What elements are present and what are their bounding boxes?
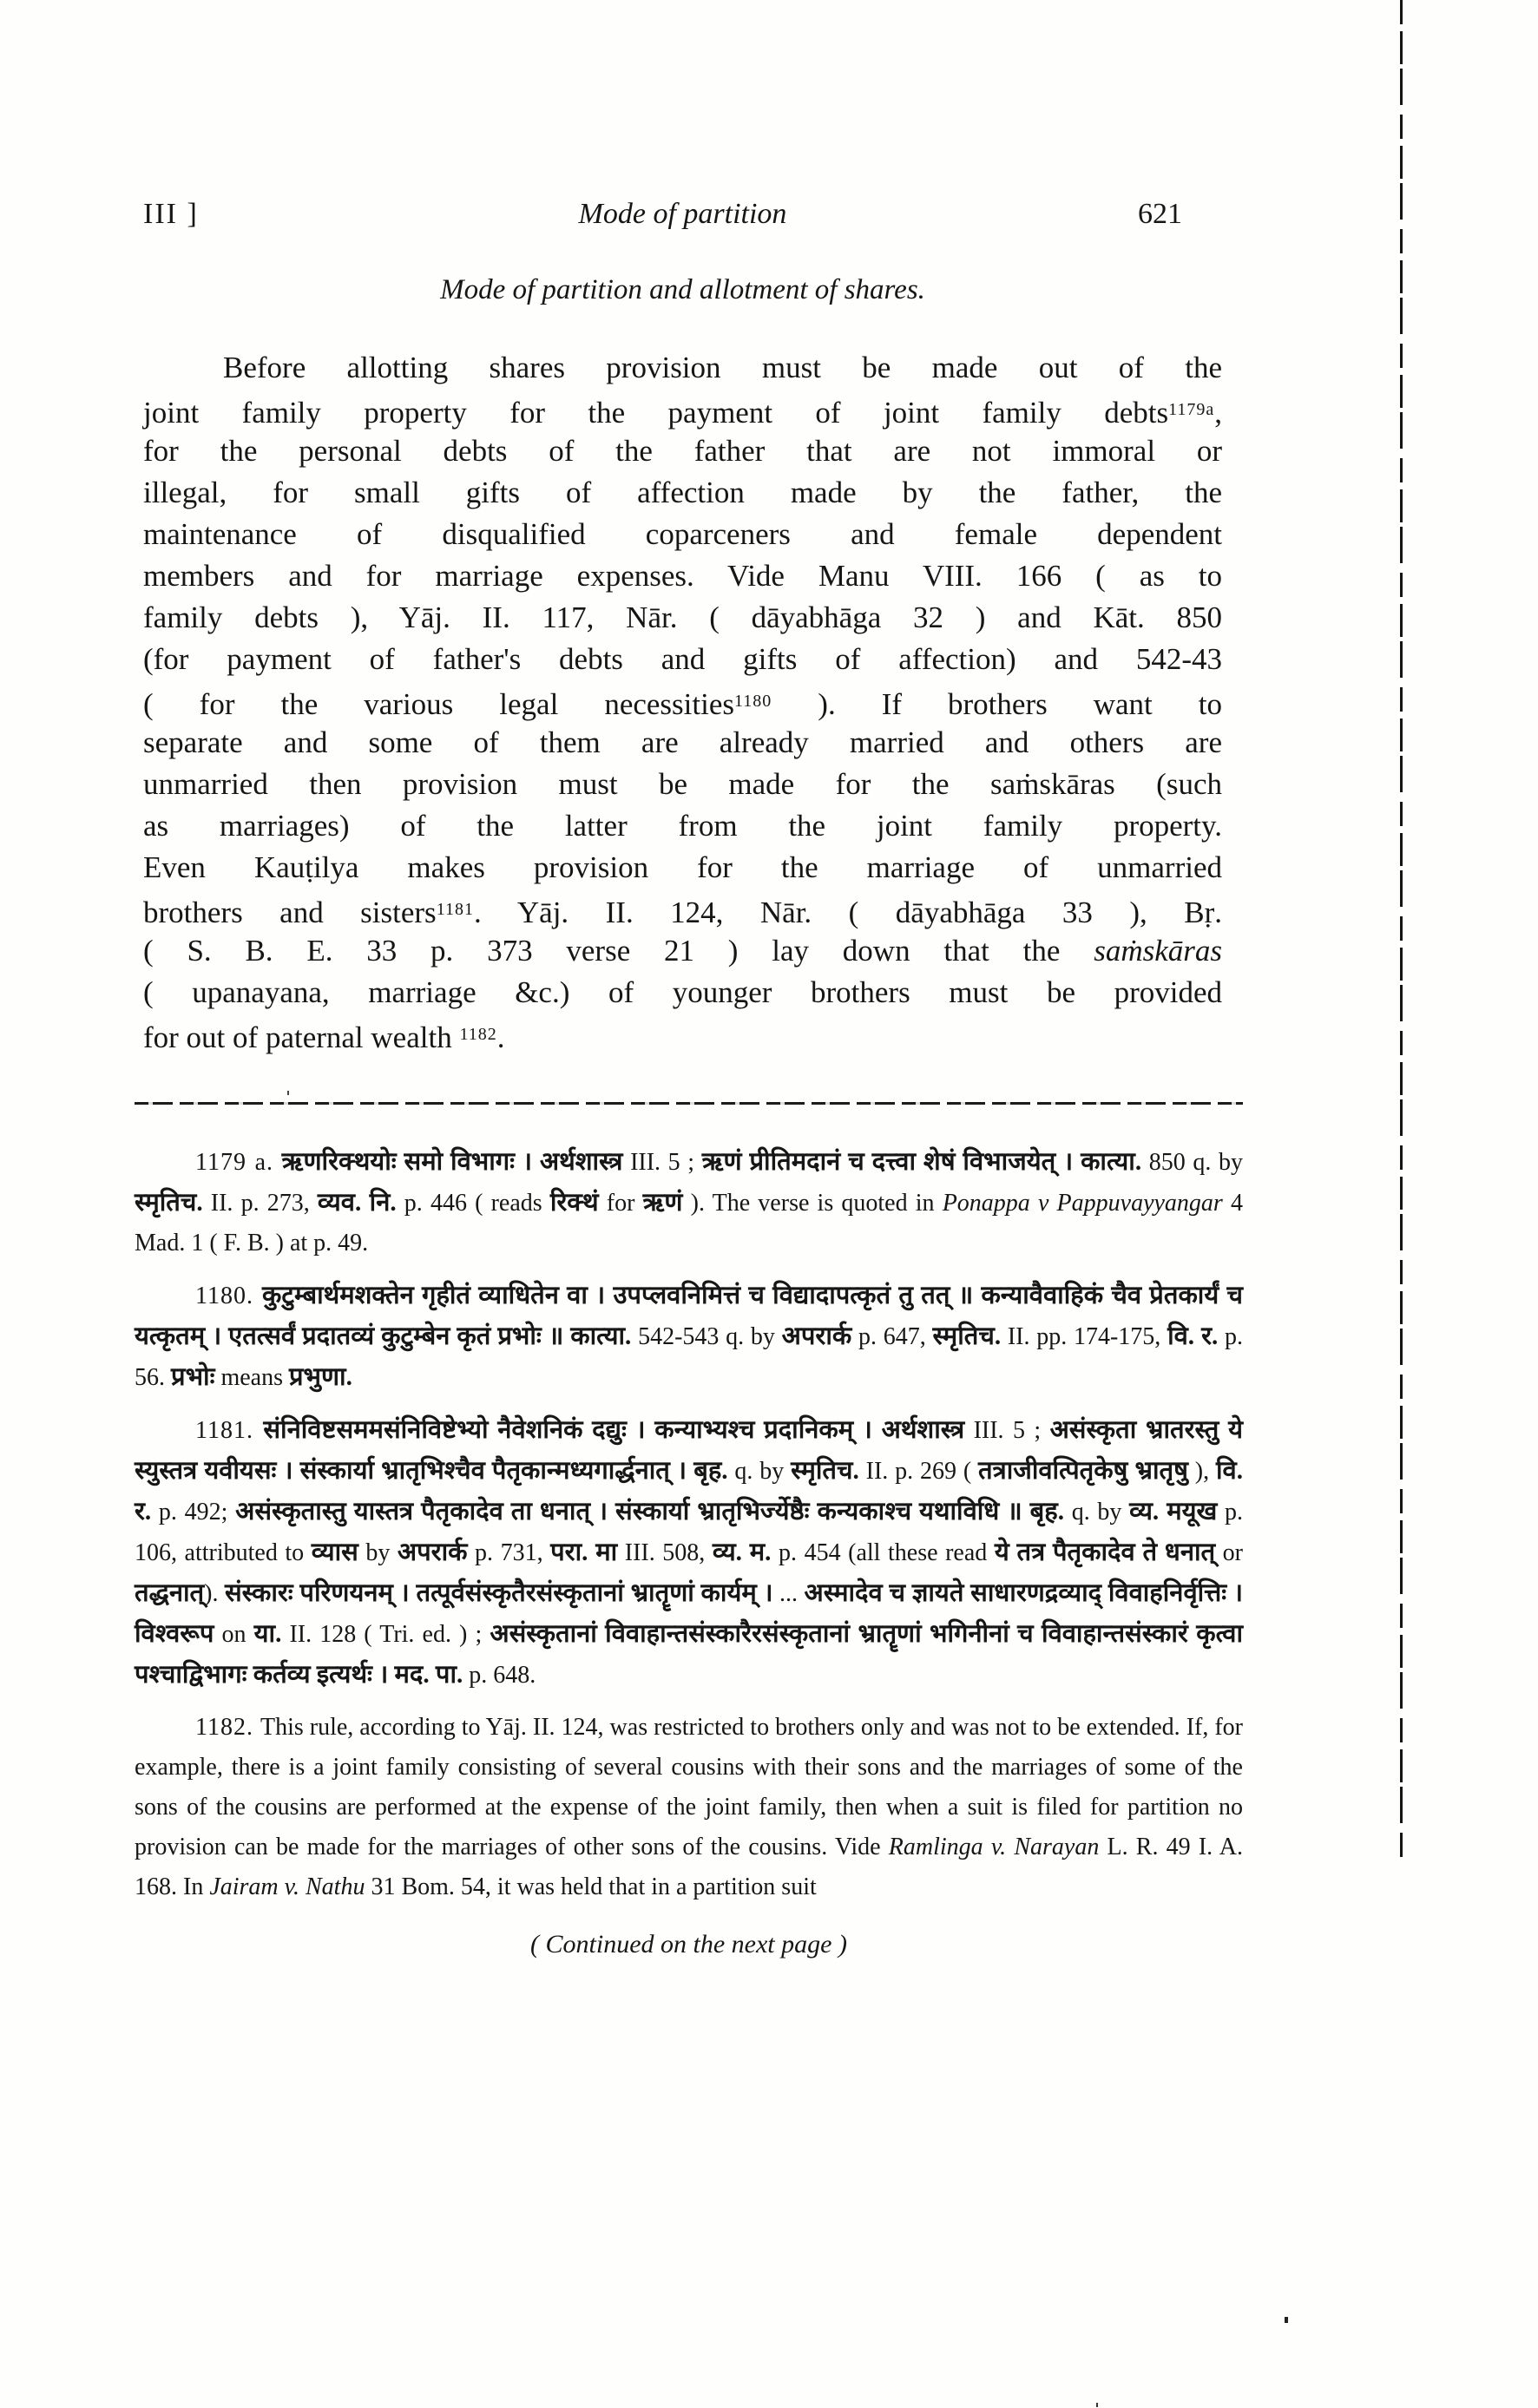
footnote-separator-rule — [135, 1102, 1243, 1105]
body-line — [143, 889, 1222, 930]
body-line — [143, 555, 1222, 597]
section-marker: III ] — [143, 198, 199, 230]
footnotes — [135, 1142, 1243, 1907]
text-segment: ). The verse is quoted in — [682, 1190, 943, 1217]
text-segment: ( upanayana, marriage &c.) of younger brothers must be provided — [143, 975, 1222, 1009]
text-segment: (for payment of father's debts and gifts of affection) and 542-43 — [143, 642, 1222, 676]
text-segment: ऋणं प्रीतिमदानं च दत्त्वा शेषं विभाजयेत् । कात्या. — [701, 1148, 1142, 1176]
body-line — [143, 639, 1222, 680]
text-segment: for out of paternal wealth — [143, 1020, 460, 1054]
text-segment: by — [358, 1539, 398, 1566]
text-segment: separate and some of them are already married and others are — [143, 725, 1222, 759]
text-segment: 31 Bom. 54, it was held that in a partition suit — [365, 1873, 817, 1900]
text-segment: L. R. 49 I. A. 168. In — [135, 1834, 1244, 1900]
text-segment: 1180. — [195, 1283, 262, 1309]
text-segment: स्मृतिच. — [932, 1322, 1002, 1350]
text-segment: ... — [772, 1580, 805, 1607]
text-segment: for the personal debts of the father that are not immoral or — [143, 434, 1222, 468]
page-header — [143, 198, 1222, 238]
text-segment: प्रभुणा. — [288, 1363, 352, 1391]
body-text — [143, 347, 1222, 1055]
text-segment: as marriages) of the latter from the joint family property. — [143, 809, 1222, 843]
text-segment: ( S. B. E. 33 p. 373 verse 21 ) lay down that the — [143, 934, 1094, 968]
text-segment: ये तत्र पैतृकादेव ते धनात् — [994, 1539, 1216, 1566]
text-segment: रिक्थं — [549, 1189, 599, 1217]
text-segment: Before allotting shares provision must be made out of the — [223, 351, 1222, 384]
text-segment: प्रभोः — [171, 1363, 215, 1391]
body-line — [143, 430, 1222, 472]
scan-page-edge-line — [1400, 0, 1403, 1857]
text-segment: III. 5 ; — [964, 1417, 1050, 1444]
text-segment: कुटुम्बार्थमशक्तेन गृहीतं व्याधितेन वा । उपप्लवनिमित्तं च विद्यादापत्कृतं तु तत् ॥ कन्यावैवाहिकं चैव प्रेतकार्यं च यत्कृतम् । एतत्सर्वं प्रदातव्यं कुटुम्बेन कृतं प्रभोः ॥ कात्या. — [135, 1282, 1243, 1350]
continued-notice: ( Continued on the next page ) — [530, 1930, 847, 1959]
text-segment: on — [214, 1621, 254, 1648]
text-segment: 4 Mad. 1 ( F. B. ) at p. 49. — [135, 1190, 1243, 1256]
text-segment: असंस्कृता भ्रातरस्तु ये स्युस्तत्र यवीयसः । संस्कार्या भ्रातृभिश्चैव पैतृकान्मध्यगार्द्धनात् । बृह. — [135, 1416, 1243, 1485]
text-segment: ऋणरिक्थयोः समो विभागः । अर्थशास्त्र — [281, 1148, 623, 1176]
text-segment: Jairam v. Nathu — [209, 1873, 365, 1900]
text-segment: family debts ), Yāj. II. 117, Nār. ( dāyabhāga 32 ) and Kāt. 850 — [143, 600, 1222, 634]
text-segment: ( for the various legal necessities — [143, 687, 735, 721]
footnote-1182 — [135, 1708, 1243, 1907]
text-segment: p. 106, attributed to — [135, 1499, 1243, 1566]
text-segment: 542-543 q. by — [631, 1323, 782, 1350]
text-segment: means — [214, 1364, 289, 1391]
text-segment: व्यव. नि. — [317, 1189, 397, 1217]
text-segment: अपरार्क — [397, 1539, 468, 1566]
text-segment: q. by — [1063, 1499, 1130, 1526]
body-line — [143, 722, 1222, 764]
text-segment: III. 508, — [617, 1539, 713, 1566]
body-line — [143, 764, 1222, 805]
text-segment: असंस्कृतानां विवाहान्तसंस्कारैरसंस्कृतानां भ्रातॄणां भगिनीनां च विवाहान्तसंस्कारं कृत्वा पश्चाद्विभागः कर्तव्य इत्यर्थः । मद. पा. — [135, 1620, 1244, 1689]
text-segment: वि. र. — [1167, 1322, 1219, 1350]
page-number: 621 — [1138, 198, 1182, 230]
text-segment: ). — [204, 1580, 225, 1607]
footnote-block — [135, 1142, 1243, 1959]
text-segment: p. 446 ( reads — [396, 1190, 550, 1217]
text-segment: p. 56. — [135, 1323, 1244, 1391]
text-segment: II. 128 ( Tri. ed. ) ; — [281, 1621, 490, 1648]
text-segment: p. 647, — [851, 1323, 933, 1350]
text-segment: . — [496, 1020, 505, 1054]
footnote-reference: 1180 — [734, 692, 772, 711]
text-segment: This rule, according to Yāj. II. 124, was restricted to brothers only and was not to be extended. If, for example, there is a joint family consisting of several cousins with their sons and the marriages of some of the sons of the cousins are performed at the expense of the joint family, then when a suit is filed for partition no provision can be made for the marriages of other sons of the cousins. Vide — [135, 1714, 1244, 1860]
running-title: Mode of partition — [578, 198, 787, 230]
text-segment: 850 q. by — [1141, 1149, 1244, 1176]
footnote-1180 — [135, 1276, 1243, 1398]
text-segment: III. 5 ; — [622, 1149, 702, 1176]
section-title: Mode of partition and allotment of shares. — [440, 274, 925, 305]
footnote-1181 — [135, 1410, 1243, 1696]
text-segment: 1179 a. — [195, 1149, 282, 1176]
text-segment: संनिविष्टसममसंनिविष्टेभ्यो नैवेशनिकं दद्युः । कन्याभ्यश्च प्रदानिकम् । अर्थशास्त्र — [263, 1416, 965, 1444]
text-segment: संस्कारः परिणयनम् । तत्पूर्वसंस्कृतैरसंस्कृतानां भ्रातॄणां कार्यम् । — [224, 1579, 773, 1607]
text-segment: q. by — [727, 1458, 792, 1485]
text-segment: II. p. 269 ( — [858, 1458, 979, 1485]
text-segment: स्मृतिच. — [791, 1457, 859, 1485]
text-segment: या. — [253, 1620, 282, 1648]
footnote-reference: 1179a — [1168, 400, 1215, 419]
text-segment: . Yāj. II. 124, Nār. ( dāyabhāga 33 ), Bṛ. — [473, 896, 1223, 929]
text-segment: असंस्कृतास्तु यास्तत्र पैतृकादेव ता धनात् । संस्कार्या भ्रातृभिर्ज्येष्ठैः कन्यकाश्च यथाविधि ॥ बृह. — [235, 1498, 1064, 1526]
text-segment: p. 648. — [463, 1662, 536, 1689]
text-segment: p. 454 (all these read — [771, 1539, 995, 1566]
text-segment: Ponappa v Pappuvayyangar — [942, 1190, 1223, 1217]
body-line — [143, 514, 1222, 555]
text-segment: II. p. 273, — [202, 1190, 318, 1217]
text-segment: तद्धनात् — [135, 1579, 205, 1607]
body-line — [143, 930, 1222, 972]
text-segment: अपरार्क — [781, 1322, 852, 1350]
text-segment: joint family property for the payment of joint family debts — [143, 396, 1169, 430]
text-segment: व्यास — [311, 1539, 358, 1566]
text-segment: unmarried then provision must be made for the saṁskāras (such — [143, 767, 1222, 801]
text-segment: वि. र. — [135, 1457, 1244, 1526]
text-segment: Ramlinga v. Narayan — [888, 1834, 1100, 1860]
scan-speck — [1285, 2317, 1288, 2323]
text-segment: व्य. म. — [712, 1539, 772, 1566]
body-line — [143, 347, 1222, 389]
body-line — [143, 805, 1222, 847]
text-segment: maintenance of disqualified coparceners and female dependent — [143, 517, 1222, 551]
text-segment: II. pp. 174-175, — [1001, 1323, 1168, 1350]
body-line — [143, 1014, 1222, 1055]
text-segment: p. 731, — [467, 1539, 551, 1566]
footnote-1179a — [135, 1142, 1243, 1263]
text-segment: members and for marriage expenses. Vide Manu VIII. 166 ( as to — [143, 559, 1222, 593]
text-segment: परा. मा — [550, 1539, 618, 1566]
footnote-reference: 1181 — [436, 900, 474, 919]
body-line — [143, 597, 1222, 639]
text-segment: अस्मादेव च ज्ञायते साधारणद्रव्याद् विवाहनिर्वृत्तिः । विश्वरूप — [135, 1579, 1243, 1648]
text-segment: or — [1215, 1539, 1244, 1566]
text-segment: saṁskāras — [1094, 934, 1222, 968]
text-segment: 1182. — [195, 1714, 260, 1741]
footnote-reference: 1182 — [459, 1025, 497, 1044]
text-segment: illegal, for small gifts of affection made by the father, the — [143, 476, 1222, 509]
text-segment: तत्राजीवत्पितृकेषु भ्रातृषु — [978, 1457, 1188, 1485]
text-segment: व्य. मयूख — [1129, 1498, 1218, 1526]
text-segment: ), — [1187, 1458, 1216, 1485]
text-segment: ऋणं — [642, 1189, 683, 1217]
text-segment: for — [598, 1190, 643, 1217]
body-line — [143, 389, 1222, 430]
text-segment: , — [1214, 396, 1222, 430]
text-segment: Even Kauṭilya makes provision for the marriage of unmarried — [143, 850, 1222, 884]
body-line — [143, 472, 1222, 514]
text-segment: 1181. — [195, 1417, 264, 1444]
text-segment: p. 492; — [151, 1499, 236, 1526]
body-line — [143, 680, 1222, 722]
body-line — [143, 847, 1222, 889]
text-segment: स्मृतिच. — [135, 1189, 203, 1217]
text-segment: brothers and sisters — [143, 896, 437, 929]
body-line — [143, 972, 1222, 1014]
text-segment: ). If brothers want to — [772, 687, 1223, 721]
